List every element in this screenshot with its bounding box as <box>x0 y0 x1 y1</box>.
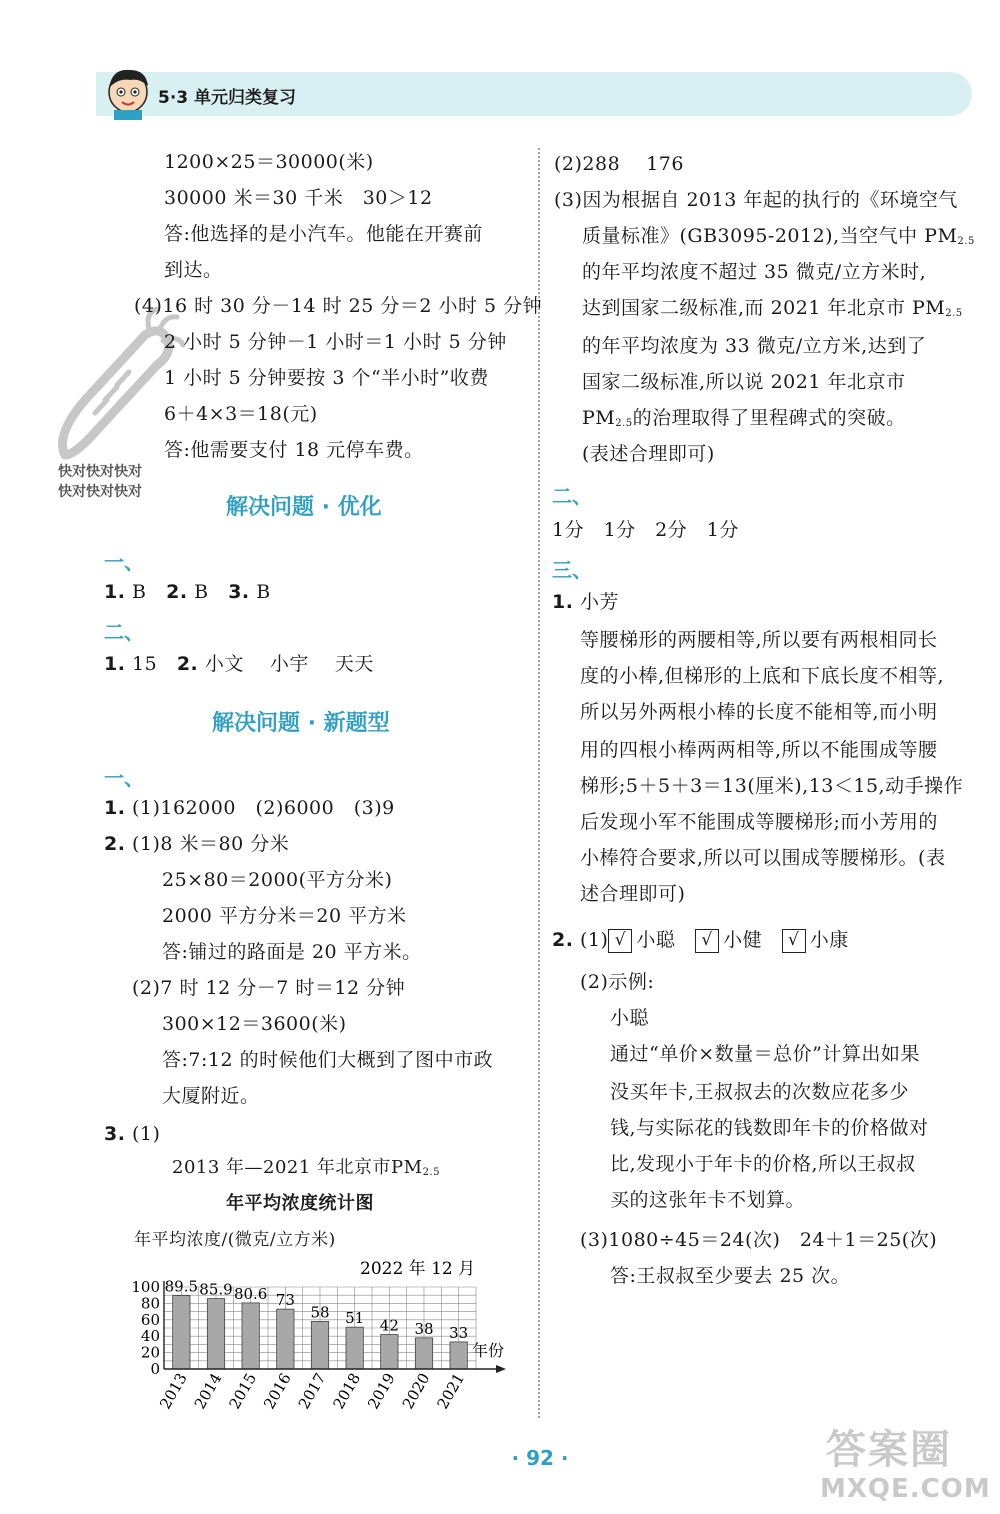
answer-line: 通过“单价×数量＝总价”计算出如果 <box>610 1043 920 1065</box>
bar-value-label: 38 <box>414 1319 434 1338</box>
y-tick-label: 40 <box>140 1327 160 1346</box>
bar-value-label: 73 <box>275 1291 295 1310</box>
bar-value-label: 42 <box>379 1316 399 1335</box>
y-tick-label: 100 <box>131 1278 160 1296</box>
bar-value-label: 89.5 <box>164 1277 199 1296</box>
answer-line: (2)7 时 12 分－7 时＝12 分钟 <box>132 977 406 999</box>
answer-line: 6＋4×3＝18(元) <box>164 403 318 425</box>
answer-row <box>104 580 271 604</box>
y-tick-label: 60 <box>140 1310 160 1329</box>
part-mark: 一、 <box>104 550 144 574</box>
bar-2018 <box>346 1327 363 1369</box>
question-number: 2. <box>176 653 199 675</box>
answer-line: 度的小棒,但梯形的上底和下底长度不相等, <box>580 665 945 687</box>
side-note-line: 快对快对快对 <box>58 464 142 480</box>
question-number: 2. <box>104 833 126 855</box>
answer-line: 述合理即可) <box>580 883 686 905</box>
answer-line <box>582 224 975 254</box>
answer-line: 30000 米＝30 千米 30＞12 <box>164 187 433 209</box>
part-mark: 三、 <box>552 558 592 582</box>
answer-value: 小芳 <box>580 591 620 613</box>
answer-line: 钱,与实际花的钱数即年卡的价格做对 <box>610 1117 929 1139</box>
question-number: 3. <box>228 581 250 603</box>
answer-line: 1200×25＝30000(米) <box>164 151 374 173</box>
chart-title-sub: 2.5 <box>422 1167 441 1178</box>
part-mark: 二、 <box>104 620 144 644</box>
pm25-bar-chart <box>120 1252 530 1420</box>
answer-line: 答:7:12 的时候他们大概到了图中市政 <box>162 1049 494 1071</box>
bar-value-label: 51 <box>345 1309 365 1328</box>
check-mark-icon: √ <box>695 929 719 953</box>
answer-line: 1 小时 5 分钟要按 3 个“半小时”收费 <box>164 367 489 389</box>
subscript: 2.5 <box>615 418 633 429</box>
page-number: · 92 · <box>511 1446 569 1470</box>
answer-line: (表述合理即可) <box>582 443 715 465</box>
x-tick-label: 2018 <box>329 1370 365 1413</box>
y-tick-label: 80 <box>140 1294 160 1313</box>
answer-text: 的治理取得了里程碑式的突破。 <box>632 407 906 429</box>
answer-row <box>104 1122 160 1146</box>
chart-x-label: 年份 <box>472 1341 505 1360</box>
answer-line: 国家二级标准,所以说 2021 年北京市 <box>582 371 906 393</box>
answer-row <box>104 832 289 856</box>
bar-2020 <box>415 1338 432 1369</box>
answer-text: PM <box>582 407 616 429</box>
answer-value: (1)8 米＝80 分米 <box>132 833 290 855</box>
answer-value: B <box>256 581 271 603</box>
chart-title <box>172 1156 440 1185</box>
chart-title-main: 2013 年—2021 年北京市PM <box>172 1157 423 1178</box>
x-axis-arrow <box>496 1365 506 1373</box>
answer-line <box>582 296 963 326</box>
answer-row <box>552 590 619 614</box>
column-divider <box>538 148 540 1418</box>
answer-value: (1) <box>580 929 609 951</box>
watermark-logo: 答案圈 <box>826 1427 952 1473</box>
chart-title-line2: 年平均浓度统计图 <box>226 1193 374 1214</box>
question-number: 3. <box>104 1123 126 1145</box>
answer-line: 到达。 <box>164 259 223 281</box>
question-number: 2. <box>552 929 574 951</box>
answer-line: 大厦附近。 <box>162 1085 260 1107</box>
answer-line: 梯形;5＋5＋3＝13(厘米),13＜15,动手操作 <box>580 775 964 797</box>
answer-line: 1分 1分 2分 1分 <box>552 519 739 541</box>
bar-2014 <box>207 1299 224 1369</box>
side-note-line: 快对快对快对 <box>58 484 142 500</box>
answer-line: 2 小时 5 分钟－1 小时＝1 小时 5 分钟 <box>164 331 507 353</box>
answer-line: (2)示例: <box>580 971 655 993</box>
answer-line: 答:他选择的是小汽车。他能在开赛前 <box>164 223 483 245</box>
side-note <box>58 462 142 502</box>
check-mark-icon: √ <box>608 929 632 953</box>
answer-line <box>582 406 906 436</box>
answer-line: 等腰梯形的两腰相等,所以要有两根相同长 <box>580 629 938 651</box>
answer-line: (3)因为根据自 2013 年起的执行的《环境空气 <box>554 189 958 211</box>
part-mark: 一、 <box>104 766 144 790</box>
answer-line: 所以另外两根小棒的长度不能相等,而小明 <box>580 701 938 723</box>
answer-line: 买的这张年卡不划算。 <box>610 1189 806 1211</box>
answer-line: (2)288 176 <box>554 153 684 175</box>
answer-value: 小文 小宇 天天 <box>204 653 374 675</box>
section-title-optimize: 解决问题 · 优化 <box>226 495 382 520</box>
chart-y-label: 年平均浓度/(微克/立方米) <box>134 1230 336 1250</box>
answer-line: 的年平均浓度不超过 35 微克/立方米时, <box>582 261 927 283</box>
answer-line: 小聪 <box>610 1007 650 1029</box>
answer-line: (4)16 时 30 分－14 时 25 分＝2 小时 5 分钟 <box>134 295 543 317</box>
x-tick-label: 2019 <box>364 1370 399 1413</box>
answer-line: 小棒符合要求,所以可以围成等腰梯形。(表 <box>580 847 946 869</box>
x-tick-label: 2021 <box>433 1370 469 1413</box>
question-number: 1. <box>104 581 126 603</box>
answer-line: 答:王叔叔至少要去 25 次。 <box>610 1265 851 1287</box>
option-name: 小康 <box>809 929 849 951</box>
part-mark: 二、 <box>552 484 592 508</box>
answer-value: 15 <box>132 653 158 675</box>
answer-line: 用的四根小棒两两相等,所以不能围成等腰 <box>580 739 938 761</box>
check-mark-icon: √ <box>782 929 806 953</box>
answer-line: 2000 平方分米＝20 平方米 <box>162 905 407 927</box>
answer-text: 质量标准》(GB3095-2012),当空气中 PM <box>582 225 958 247</box>
question-number: 1. <box>104 797 126 819</box>
y-tick-label: 20 <box>140 1343 160 1362</box>
answer-text: 达到国家二级标准,而 2021 年北京市 PM <box>582 297 946 319</box>
subscript: 2.5 <box>945 308 963 319</box>
bar-2013 <box>173 1296 190 1369</box>
section-title-new-type: 解决问题 · 新题型 <box>212 711 390 736</box>
bar-2019 <box>381 1335 398 1369</box>
chart-date-note: 2022 年 12 月 <box>360 1259 476 1279</box>
answer-line: 25×80＝2000(平方分米) <box>162 869 393 891</box>
question-number: 1. <box>552 591 574 613</box>
header-title: 5·3 单元归类复习 <box>158 88 297 108</box>
bar-2015 <box>242 1303 259 1369</box>
bar-value-label: 80.6 <box>233 1284 268 1303</box>
bar-value-label: 33 <box>449 1323 469 1342</box>
answer-row <box>104 796 395 820</box>
bar-value-label: 85.9 <box>199 1280 233 1299</box>
answer-line: (3)1080÷45＝24(次) 24＋1＝25(次) <box>580 1229 938 1251</box>
bar-2021 <box>450 1342 467 1369</box>
bar-2017 <box>311 1321 328 1369</box>
answer-line: 没买年卡,王叔叔去的次数应花多少 <box>610 1081 910 1103</box>
question-number: 1. <box>104 653 126 675</box>
answer-line: 答:铺过的路面是 20 平方米。 <box>162 941 422 963</box>
answer-line: 后发现小军不能围成等腰梯形;而小芳用的 <box>580 811 938 833</box>
x-tick-label: 2014 <box>190 1370 226 1413</box>
y-tick-label: 0 <box>150 1360 160 1378</box>
answer-value: B <box>194 581 209 603</box>
x-tick-label: 2017 <box>294 1370 330 1413</box>
answer-value: B <box>132 581 147 603</box>
watermark-url: MXQE.COM <box>820 1474 991 1504</box>
answer-value: (1) <box>132 1123 161 1145</box>
bar-2016 <box>277 1309 294 1369</box>
answer-line: 比,发现小于年卡的价格,所以王叔叔 <box>610 1153 916 1175</box>
option-name: 小聪 <box>636 929 676 951</box>
x-tick-label: 2020 <box>398 1370 434 1413</box>
option-name: 小健 <box>723 929 763 951</box>
boy-mascot-icon <box>100 62 156 120</box>
answer-row <box>552 926 849 954</box>
answer-line: 的年平均浓度为 33 微克/立方米,达到了 <box>582 335 927 357</box>
answer-value: (1)162000 (2)6000 (3)9 <box>132 797 395 819</box>
answer-line: 答:他需要支付 18 元停车费。 <box>164 439 424 461</box>
answer-line: 300×12＝3600(米) <box>162 1013 347 1035</box>
answer-row <box>104 652 374 676</box>
x-tick-label: 2016 <box>260 1370 295 1413</box>
subscript: 2.5 <box>957 236 975 247</box>
bar-value-label: 58 <box>310 1303 330 1322</box>
x-tick-label: 2013 <box>156 1370 191 1413</box>
question-number: 2. <box>166 581 188 603</box>
x-tick-label: 2015 <box>225 1370 261 1413</box>
